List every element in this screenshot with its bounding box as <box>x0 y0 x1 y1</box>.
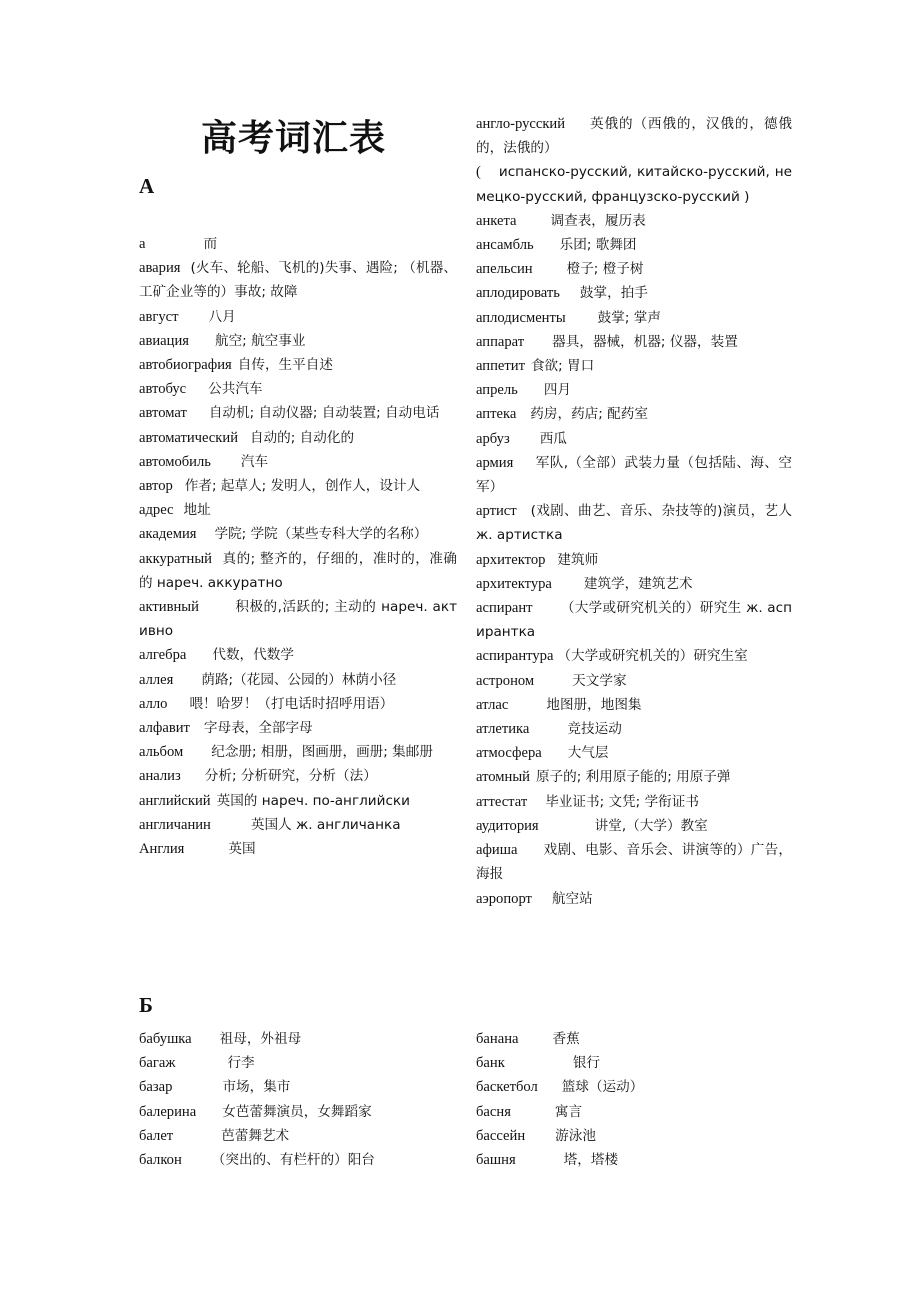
russian-word: багаж <box>139 1055 176 1072</box>
chinese-definition: 女芭蕾舞演员，女舞蹈家 <box>222 1103 372 1120</box>
russian-word: балерина <box>139 1103 197 1120</box>
chinese-definition: 学院; 学院（某些专科大学的名称） <box>214 526 428 543</box>
vocab-entry <box>139 813 457 837</box>
vocab-entry <box>139 1075 457 1099</box>
chinese-definition: （突出的、有栏杆的）阳台 <box>211 1152 375 1169</box>
russian-word: автор <box>139 478 173 495</box>
vocab-entry <box>139 474 457 498</box>
russian-word: аллея <box>139 671 174 688</box>
vocab-entry <box>476 1124 792 1148</box>
chinese-definition: 药房，药店; 配药室 <box>530 406 648 423</box>
russian-word: автомат <box>139 405 187 422</box>
russian-word: аккуратный <box>139 550 212 567</box>
russian-word: активный <box>139 599 199 616</box>
vocab-entry <box>476 354 792 378</box>
russian-word: август <box>139 308 179 325</box>
vocab-entry <box>476 112 792 160</box>
russian-word: атлетика <box>476 721 530 738</box>
chinese-definition: 航空; 航空事业 <box>215 332 306 349</box>
entry-list-left-b <box>139 1027 457 1172</box>
vocab-entry <box>476 887 792 911</box>
russian-word: аппарат <box>476 333 525 350</box>
russian-word: атлас <box>476 696 509 713</box>
vocab-entry <box>139 329 457 353</box>
vocab-entry <box>476 330 792 354</box>
russian-word: ( <box>476 164 481 181</box>
vocab-entry <box>139 1027 457 1051</box>
russian-word: артист <box>476 503 517 520</box>
russian-word: а <box>139 236 146 252</box>
chinese-definition: 游泳池 <box>555 1127 596 1144</box>
chinese-definition: 天文学家 <box>572 672 627 689</box>
chinese-definition: 祖母，外祖母 <box>219 1031 302 1047</box>
section-heading-b: Б <box>139 993 153 1017</box>
vocab-entry <box>139 522 457 546</box>
chinese-definition: 西瓜 <box>539 430 567 447</box>
chinese-definition: 原子的; 利用原子能的; 用原子弹 <box>535 769 731 786</box>
chinese-definition: 芭蕾舞艺术 <box>221 1127 290 1144</box>
chinese-definition: 塔，塔楼 <box>563 1152 619 1169</box>
vocab-entry <box>139 1124 457 1148</box>
vocab-entry <box>139 1148 457 1172</box>
chinese-definition: 而 <box>203 236 218 252</box>
russian-word: банана <box>476 1031 519 1047</box>
chinese-definition: 地图册，地图集 <box>546 696 642 713</box>
vocab-entry <box>476 378 792 402</box>
chinese-definition: 器具，器械，机器; 仪器，装置 <box>552 333 738 350</box>
russian-word: архитектор <box>476 551 546 568</box>
chinese-definition: 毕业证书; 文凭; 学衔证书 <box>545 793 699 810</box>
vocab-entry <box>476 1051 792 1075</box>
russian-word: академия <box>139 526 197 543</box>
chinese-definition: 纪念册; 相册，图画册，画册; 集邮册 <box>211 744 433 761</box>
russian-word: автомобиль <box>139 453 211 470</box>
russian-word: балет <box>139 1127 174 1144</box>
chinese-definition: 乐团; 歌舞团 <box>559 237 637 254</box>
russian-word: атмосфера <box>476 745 542 762</box>
vocab-entry <box>139 740 457 764</box>
vocab-entry <box>476 499 792 547</box>
chinese-definition: 汽车 <box>240 453 269 470</box>
chinese-definition: 四月 <box>543 382 571 399</box>
vocab-entry <box>139 595 457 643</box>
vocab-entry <box>476 548 792 572</box>
russian-word: апрель <box>476 382 518 399</box>
russian-word: бабушка <box>139 1031 192 1047</box>
russian-word: авиация <box>139 332 189 349</box>
chinese-definition: 讲堂,（大学）教室 <box>594 817 708 834</box>
chinese-definition: 英俄的（西俄的，汉俄的，德俄的，法俄的） <box>476 116 792 157</box>
chinese-definition: 鼓掌; 掌声 <box>597 309 661 326</box>
russian-word: анализ <box>139 768 181 785</box>
vocab-entry <box>476 427 792 451</box>
vocab-entry <box>139 643 457 667</box>
russian-word: апельсин <box>476 261 533 278</box>
russian-word: аспирант <box>476 600 533 617</box>
russian-word: англо-русский <box>476 116 566 132</box>
russian-word: аппетит <box>476 358 525 375</box>
russian-word: атомный <box>476 769 530 786</box>
russian-word: аэропорт <box>476 890 532 907</box>
vocab-entry <box>476 209 792 233</box>
vocab-entry <box>476 306 792 330</box>
vocab-entry <box>476 1027 792 1051</box>
chinese-definition: испанско-русский, китайско-русский, немецко-русский, французско-русский ) <box>476 164 792 205</box>
chinese-definition: 英国 <box>228 841 256 858</box>
chinese-definition: 鼓掌，拍手 <box>579 285 648 302</box>
russian-word: арбуз <box>476 430 510 447</box>
vocab-entry <box>476 790 792 814</box>
vocab-entry <box>139 377 457 401</box>
vocab-entry <box>476 1148 792 1172</box>
vocab-entry <box>476 451 792 499</box>
vocab-entry <box>476 717 792 741</box>
vocab-entry <box>139 1100 457 1124</box>
entry-list-right-b <box>476 1027 792 1172</box>
russian-word: алгебра <box>139 647 187 664</box>
russian-word: английский <box>139 792 211 809</box>
section-heading-a: А <box>139 174 155 198</box>
chinese-definition: 自动机; 自动仪器; 自动装置; 自动电话 <box>208 405 440 422</box>
chinese-definition: 调查表，履历表 <box>550 212 646 229</box>
chinese-definition: 航空站 <box>551 890 593 907</box>
russian-word: армия <box>476 454 514 471</box>
entry-list-right-a <box>476 112 792 911</box>
vocab-entry <box>476 644 792 668</box>
chinese-definition: 自传，生平自述 <box>237 357 333 374</box>
chinese-definition: 行李 <box>227 1055 255 1072</box>
chinese-definition: 军队,（全部）武装力量（包括陆、海、空军） <box>476 454 792 496</box>
vocab-entry <box>476 257 792 281</box>
chinese-definition: 英国人 ж. англичанка <box>250 816 401 833</box>
russian-word: базар <box>139 1079 173 1096</box>
chinese-definition: (火车、轮船、飞机的)失事、遇险; （机器、工矿企业等的）事故; 故障 <box>139 260 457 301</box>
russian-word: алло <box>139 695 168 712</box>
vocab-entry <box>476 402 792 426</box>
vocab-entry <box>139 353 457 377</box>
vocab-entry <box>476 1100 792 1124</box>
russian-word: ансамбль <box>476 237 534 254</box>
russian-word: басня <box>476 1103 511 1120</box>
vocab-entry <box>476 669 792 693</box>
vocab-entry <box>476 596 792 644</box>
chinese-definition: 食欲; 胃口 <box>530 358 595 375</box>
vocab-entry <box>139 256 457 304</box>
chinese-definition: 篮球（运动） <box>561 1079 644 1096</box>
russian-word: альбом <box>139 744 184 761</box>
vocab-entry <box>476 693 792 717</box>
russian-word: аспирантура <box>476 648 554 665</box>
chinese-definition: 香蕉 <box>552 1031 580 1047</box>
chinese-definition: （大学或研究机关的）研究生室 <box>557 648 748 665</box>
russian-word: автоматический <box>139 429 238 446</box>
russian-word: архитектура <box>476 575 552 592</box>
vocab-entry <box>476 741 792 765</box>
russian-word: автобиография <box>139 357 232 374</box>
vocab-entry <box>139 305 457 329</box>
chinese-definition: 竞技运动 <box>567 721 622 738</box>
russian-word: банк <box>476 1055 505 1072</box>
chinese-definition: 八月 <box>208 308 236 325</box>
chinese-definition: 英国的 нареч. по-английски <box>216 792 410 809</box>
russian-word: аплодировать <box>476 285 560 302</box>
chinese-definition: 大气层 <box>567 745 609 762</box>
chinese-definition: 积极的,活跃的; 主动的 нареч. активно <box>139 599 457 640</box>
vocab-entry <box>139 547 457 595</box>
chinese-definition: 分析; 分析研究，分析（法） <box>204 768 377 785</box>
chinese-definition: 自动的; 自动化的 <box>250 429 355 446</box>
chinese-definition: 公共汽车 <box>208 381 263 398</box>
russian-word: аудитория <box>476 817 539 834</box>
chinese-definition: 字母表，全部字母 <box>203 720 313 737</box>
vocab-entry <box>139 498 457 522</box>
russian-word: бассейн <box>476 1127 526 1144</box>
vocab-entry <box>139 837 457 861</box>
vocab-entry <box>476 838 792 886</box>
chinese-definition: 代数，代数学 <box>212 647 294 664</box>
russian-word: афиша <box>476 842 518 859</box>
vocab-entry <box>476 572 792 596</box>
chinese-definition: 喂！哈罗！（打电话时招呼用语） <box>189 695 394 712</box>
vocab-entry <box>139 716 457 740</box>
vocab-entry <box>139 789 457 813</box>
chinese-definition: 市场，集市 <box>222 1079 291 1096</box>
russian-word: астроном <box>476 672 535 689</box>
chinese-definition: (戏剧、曲艺、音乐、杂技等的)演员，艺人 ж. артистка <box>476 503 792 544</box>
russian-word: аптека <box>476 406 517 423</box>
chinese-definition: 作者; 起草人; 发明人，创作人，设计人 <box>184 478 421 495</box>
vocab-entry <box>476 814 792 838</box>
russian-word: автобус <box>139 381 187 398</box>
vocab-entry <box>139 232 457 256</box>
vocab-entry <box>476 233 792 257</box>
vocab-entry <box>139 401 457 425</box>
russian-word: аттестат <box>476 793 528 810</box>
chinese-definition: 戏剧、电影、音乐会、讲演等的）广告，海报 <box>476 842 792 883</box>
chinese-definition: 建筑师 <box>557 551 599 568</box>
vocab-entry <box>476 1075 792 1099</box>
vocab-entry <box>139 450 457 474</box>
vocab-entry <box>139 426 457 450</box>
chinese-definition: 建筑学，建筑艺术 <box>583 575 693 592</box>
chinese-definition: 地址 <box>183 502 211 519</box>
russian-word: Англия <box>139 841 185 858</box>
vocab-entry <box>139 764 457 788</box>
page-title: 高考词汇表 <box>201 118 387 159</box>
russian-word: англичанин <box>139 816 211 833</box>
vocab-entry <box>139 692 457 716</box>
russian-word: аплодисменты <box>476 309 566 326</box>
chinese-definition: （大学或研究机关的）研究生 ж. аспирантка <box>476 600 792 641</box>
russian-word: алфавит <box>139 720 190 737</box>
chinese-definition: 橙子; 橙子树 <box>566 261 644 278</box>
russian-word: адрес <box>139 502 174 519</box>
chinese-definition: 寓言 <box>554 1103 583 1120</box>
chinese-definition: 真的; 整齐的，仔细的，准时的，准确的 нареч. аккуратно <box>139 550 457 591</box>
chinese-definition: 银行 <box>572 1055 600 1072</box>
vocab-entry <box>476 160 792 208</box>
vocab-entry <box>476 765 792 789</box>
chinese-definition: 荫路;（花园、公园的）林荫小径 <box>201 671 397 688</box>
vocab-entry <box>139 668 457 692</box>
russian-word: авария <box>139 260 181 277</box>
russian-word: баскетбол <box>476 1079 538 1096</box>
entry-list-left-a <box>139 232 457 861</box>
vocab-entry <box>476 281 792 305</box>
russian-word: балкон <box>139 1152 182 1169</box>
vocab-entry <box>139 1051 457 1075</box>
russian-word: башня <box>476 1152 516 1169</box>
russian-word: анкета <box>476 212 517 229</box>
